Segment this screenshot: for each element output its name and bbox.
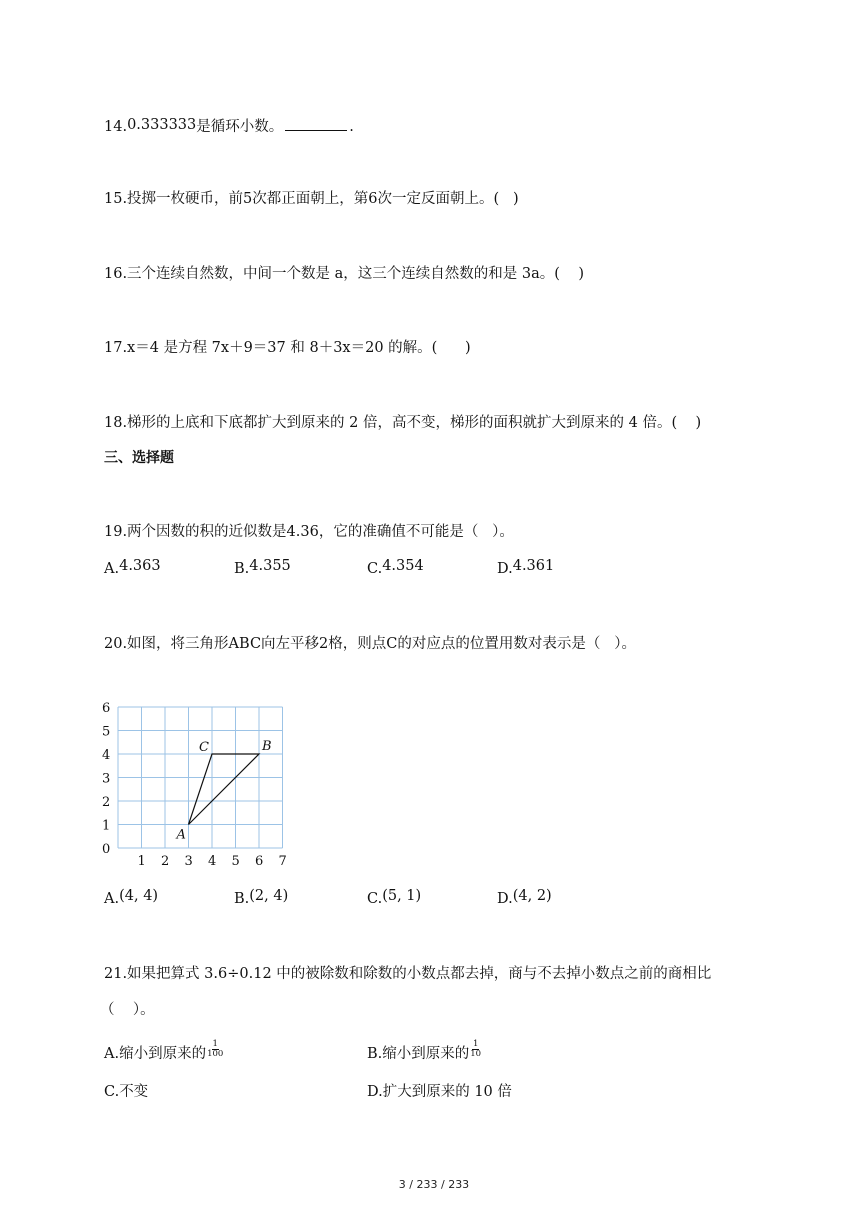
y-tick-label: 4 [102,748,111,763]
option-value: (5, 1) [382,888,422,904]
q14-text: 是循环小数。 [196,119,284,135]
option-letter: D. [497,561,513,577]
y-tick-label: 3 [102,771,111,787]
option-value: (4, 4) [119,888,159,904]
question-21: 21.如果把算式 3.6÷0.12 中的被除数和除数的小数点都去掉，商与不去掉小数点之前的商相比 [104,966,712,982]
q20-option-a[interactable] [104,888,158,907]
option-letter: D. [367,1084,383,1100]
y-tick-label: 2 [102,795,111,810]
q21-option-c[interactable] [104,1080,148,1101]
y-tick-label: 0 [102,842,111,857]
fraction-denominator: 100 [207,1049,224,1059]
option-letter: B. [234,561,250,577]
x-tick-label: 3 [184,854,193,869]
q14-prefix: 14. [104,119,128,135]
q14-end: . [349,119,354,135]
answer-blank[interactable] [285,118,347,131]
option-value: (2, 4) [249,888,289,904]
q20-option-d[interactable] [497,888,552,907]
q21-option-a[interactable] [104,1040,223,1063]
option-value: (4, 2) [512,888,552,904]
x-axis-labels [138,854,287,869]
option-letter: C. [104,1084,120,1100]
x-tick-label: 7 [278,854,287,869]
option-letter: C. [367,561,383,577]
vertex-label-b: B [262,739,272,754]
option-value: 4.355 [249,558,291,574]
y-tick-label: 6 [102,701,111,716]
question-21-paren: （ ）。 [100,1002,155,1018]
option-letter: B. [234,891,250,907]
vertex-label-a: A [176,827,186,843]
question-15: 15.投掷一枚硬币，前5次都正面朝上，第6次一定反面朝上。( ) [104,191,519,207]
q19-option-d[interactable] [497,558,554,577]
question-14 [104,115,354,136]
option-text: 扩大到原来的 10 倍 [382,1084,512,1100]
vertex-label-c: C [199,740,209,755]
y-tick-label: 5 [102,724,111,740]
fraction [470,1040,481,1059]
triangle-abc [176,739,272,843]
option-text: 不变 [119,1084,149,1100]
fraction-numerator: 1 [212,1039,218,1049]
q19-option-a[interactable] [104,558,161,577]
fraction-numerator: 1 [472,1039,479,1049]
section-heading: 三、选择题 [104,450,174,466]
x-tick-label: 4 [208,854,217,869]
x-tick-label: 5 [231,854,240,869]
triangle-outline [189,754,260,825]
question-20: 20.如图，将三角形ABC向左平移2格，则点C的对应点的位置用数对表示是（ ）。 [104,636,636,652]
x-tick-label: 1 [137,854,146,869]
q19-option-b[interactable] [234,558,291,577]
option-text: 缩小到原来的 [382,1046,470,1062]
coordinate-grid-figure [96,698,296,870]
x-tick-label: 2 [161,854,170,869]
option-letter: C. [367,891,383,907]
q21-option-b[interactable] [367,1040,481,1063]
q20-option-c[interactable] [367,888,421,907]
x-tick-label: 6 [255,854,264,869]
option-letter: A. [104,1046,120,1062]
page-number: 3 / 233 / 233 [398,1178,470,1191]
q14-number: 0.333333 [127,117,197,133]
option-text: 缩小到原来的 [119,1046,207,1062]
option-letter: A. [104,561,120,577]
option-letter: A. [104,891,120,907]
question-16: 16.三个连续自然数，中间一个数是 a，这三个连续自然数的和是 3a。( ) [104,266,585,282]
y-axis-labels [102,701,110,857]
option-letter: D. [497,891,513,907]
question-19: 19.两个因数的积的近似数是4.36，它的准确值不可能是（ ）。 [104,524,514,540]
question-18: 18.梯形的上底和下底都扩大到原来的 2 倍，高不变，梯形的面积就扩大到原来的 4 倍。( ) [104,415,702,431]
option-letter: B. [367,1046,383,1062]
y-tick-label: 1 [102,818,111,834]
question-17: 17.x＝4 是方程 7x＋9＝37 和 8＋3x＝20 的解。( ) [104,340,471,356]
grid-lines [118,707,283,848]
q19-option-c[interactable] [367,558,424,577]
option-value: 4.361 [512,558,555,574]
option-value: 4.363 [119,558,161,574]
q20-option-b[interactable] [234,888,288,907]
option-value: 4.354 [382,558,424,574]
fraction-denominator: 10 [470,1049,482,1059]
q21-option-d[interactable] [367,1080,512,1101]
fraction [207,1040,223,1059]
